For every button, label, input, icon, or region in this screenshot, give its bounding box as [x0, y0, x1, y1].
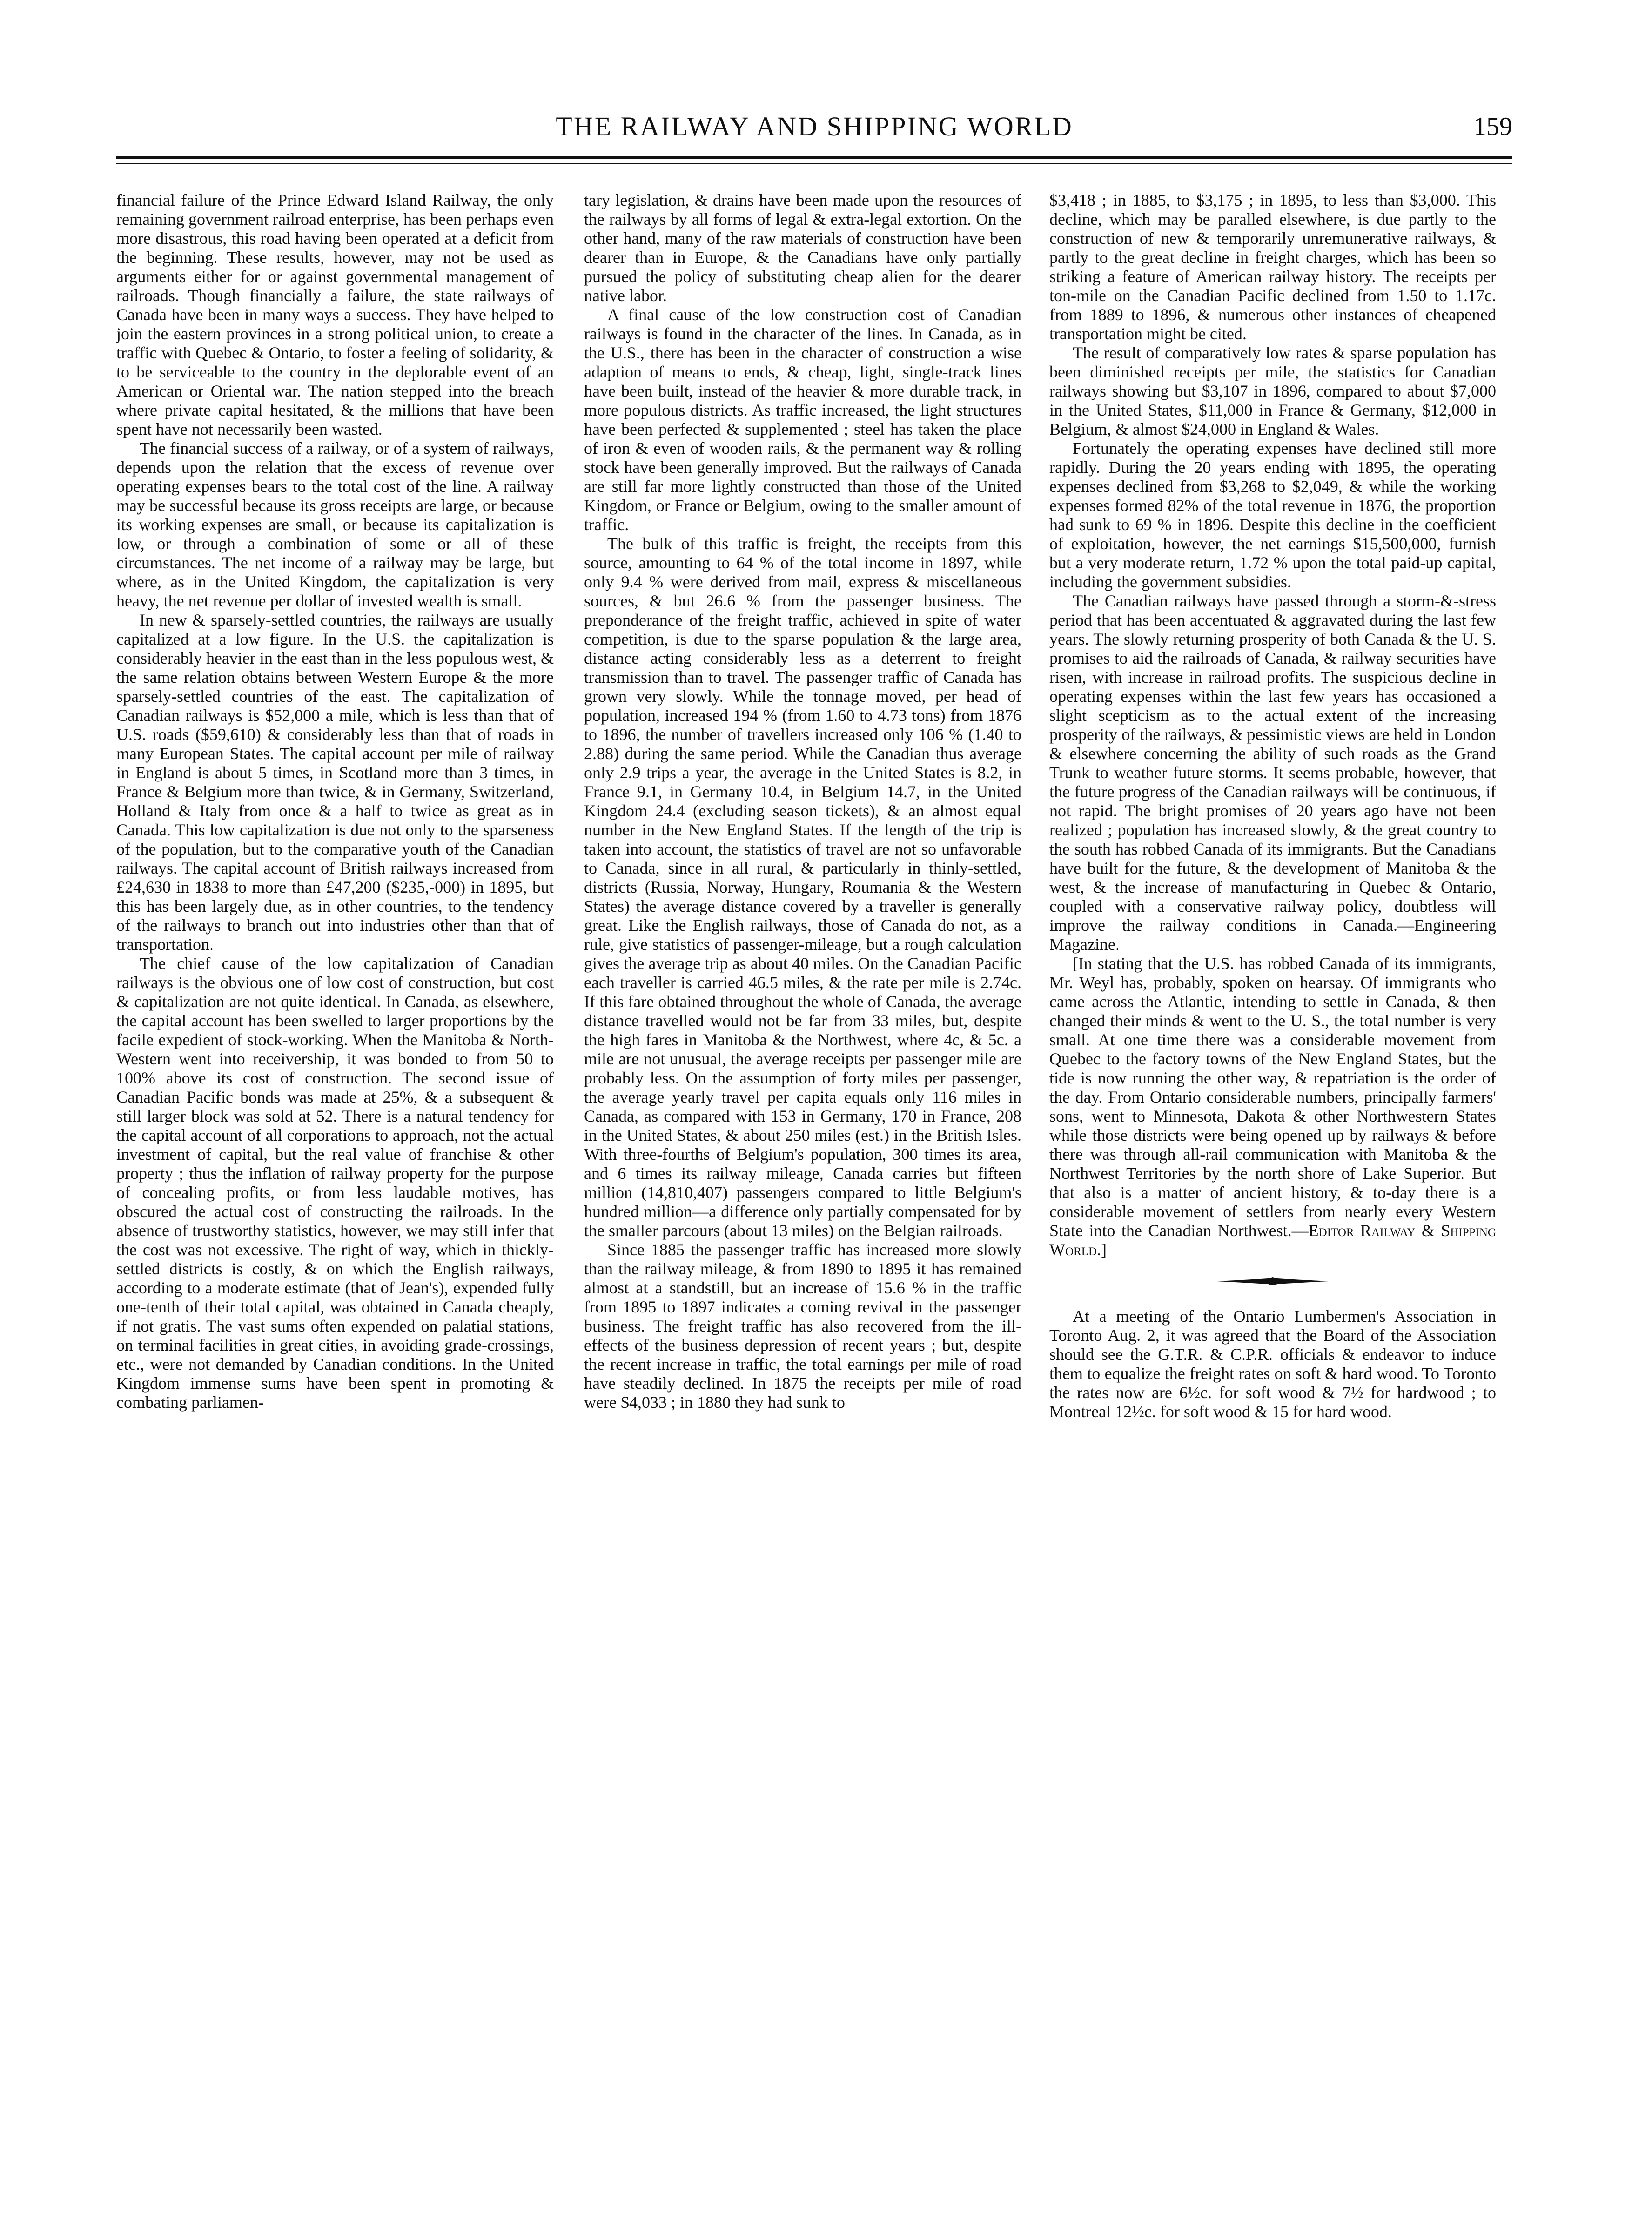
paragraph: Since 1885 the passenger traffic has increased more slowly than the railway mileage, & from 1890 to 1895 it has remained almost at a standstill, but an increase of 15.6 % in the traffic from 1895 to 1897 indicates a coming revival in the passenger business. The freight traffic has also recovered from the ill-effects of the business depression of recent years ; but, despite the recent increase in traffic, the total earnings per mile of road have steadily declined. In 1875 the receipts per mile of road were $4,033 ; in 1880 they had sunk to	[584, 1240, 1021, 1412]
paragraph: The Canadian railways have passed through a storm-&-stress period that has been accentuated & aggravated during the last few years. The slowly returning prosperity of both Canada & the U. S. promises to aid the railroads of Canada, & railway securities have risen, with increase in railroad profits. The suspicious decline in operating expenses within the last few years has occasioned a slight scepticism as to the actual extent of the increasing prosperity of the railways, & pessimistic views are held in London & elsewhere concerning the ability of such roads as the Grand Trunk to weather future storms. It seems probable, however, that the future progress of the Canadian railways will be continuous, if not rapid. The bright promises of 20 years ago have not been realized ; population has increased slowly, & the great country to the south has robbed Canada of its immigrants. But the Canadians have built for the future, & the development of Manitoba & the west, & the increase of manufacturing in Quebec & Ontario, coupled with a conservative railway policy, doubtless will improve the railway conditions in Canada.—Engineering Magazine.	[1049, 592, 1496, 954]
editor-signature: Editor Railway & Shipping World.]	[1049, 1221, 1496, 1259]
paragraph: In new & sparsely-settled countries, the railways are usually capitalized at a low figure. In the U.S. the capitalization is considerably heavier in the east than in the less populous west, & the same relation obtains between Western Europe & the more sparsely-settled countries of the east. The capitalization of Canadian railways is $52,000 a mile, which is less than that of U.S. roads ($59,610) & considerably less than that of roads in many European States. The capital account per mile of railway in England is about 5 times, in Scotland more than 3 times, in France & Belgium more than twice, & in Germany, Switzerland, Holland & Italy from once & a half to twice as great as in Canada. This low capitalization is due not only to the sparseness of the population, but to the comparative youth of the Canadian railways. The capital account of British railways increased from £24,630 in 1838 to more than £47,200 ($235,-000) in 1895, but this has been largely due, as in other countries, to the tendency of the railways to branch out into industries other than that of transportation.	[116, 611, 554, 954]
text-column-3	[1049, 191, 1496, 2197]
header-rule-thick	[116, 156, 1512, 159]
paragraph: tary legislation, & drains have been made upon the resources of the railways by all forms of legal & extra-legal extortion. On the other hand, many of the raw materials of construction have been dearer than in Europe, & the Canadians have only partially pursued the policy of substituting cheap alien for the dearer native labor.	[584, 191, 1021, 305]
paragraph: The chief cause of the low capitalization of Canadian railways is the obvious one of low cost of construction, but cost & capitalization are not quite identical. In Canada, as elsewhere, the capital account has been swelled to larger proportions by the facile expedient of stock-working. When the Manitoba & North-Western went into receivership, it was bonded to from 50 to 100% above its cost of construction. The second issue of Canadian Pacific bonds was made at 25%, & a subsequent & still larger block was sold at 52. There is a natural tendency for the capital account of all corporations to approach, not the actual investment of capital, but the real value of franchise & other property ; thus the inflation of railway property for the purpose of concealing profits, or from less laudable motives, has obscured the actual cost of constructing the railroads. In the absence of trustworthy statistics, however, we may still infer that the cost was not excessive. The right of way, which in thickly-settled districts is costly, & on which the English railways, according to a moderate estimate (that of Jean's), expended fully one-tenth of their total capital, was obtained in Canada cheaply, if not gratis. The vast sums often expended on palatial stations, on terminal facilities in great cities, in avoiding grade-crossings, etc., were not demanded by Canadian conditions. In the United Kingdom immense sums have been spent in promoting & combating parliamen-	[116, 954, 554, 1412]
journal-title: THE RAILWAY AND SHIPPING WORLD	[556, 111, 1073, 141]
paragraph: The financial success of a railway, or of a system of railways, depends upon the relation that the excess of revenue over operating expenses bears to the total cost of the line. A railway may be successful because its gross receipts are large, or because its working expenses are small, or because its capitalization is low, or through a combination of some or all of these circumstances. The net income of a railway may be large, but where, as in the United Kingdom, the capitalization is very heavy, the net revenue per dollar of invested wealth is small.	[116, 439, 554, 610]
paragraph: At a meeting of the Ontario Lumbermen's Association in Toronto Aug. 2, it was agreed that the Board of the Association should see the G.T.R. & C.P.R. officials & endeavor to induce them to equalize the freight rates on soft & hard wood. To Toronto the rates now are 6½c. for soft wood & 7½ for hardwood ; to Montreal 12½c. for soft wood & 15 for hard wood.	[1049, 1307, 1496, 1421]
page-header	[116, 108, 1512, 150]
paragraph: financial failure of the Prince Edward Island Railway, the only remaining government railroad enterprise, has been perhaps even more disastrous, this road having been operated at a deficit from the beginning. These results, however, may not be used as arguments either for or against governmental management of railroads. Though financially a failure, the state railways of Canada have been in many ways a success. They have helped to join the eastern provinces in a strong political union, to create a traffic with Quebec & Ontario, to foster a feeling of solidarity, & to be serviceable to the country in the deplorable event of an American or Oriental war. The nation stepped into the breach where private capital hesitated, & the millions that have been spent have not necessarily been wasted.	[116, 191, 554, 438]
page-number: 159	[1473, 112, 1512, 141]
paragraph: The result of comparatively low rates & sparse population has been diminished receipts per mile, the statistics for Canadian railways showing but $3,107 in 1896, compared to about $7,000 in the United States, $11,000 in France & Germany, $12,000 in Belgium, & almost $24,000 in England & Wales.	[1049, 343, 1496, 438]
paragraph: $3,418 ; in 1885, to $3,175 ; in 1895, to less than $3,000. This decline, which may be paralled elsewhere, is due partly to the construction of new & temporarily unremunerative railways, & partly to the great decline in freight charges, which has been so striking a feature of American railway history. The receipts per ton-mile on the Canadian Pacific declined from 1.50 to 1.17c. from 1889 to 1896, & numerous other instances of cheapened transportation might be cited.	[1049, 191, 1496, 343]
editor-note-text: [In stating that the U.S. has robbed Canada of its immigrants, Mr. Weyl has, probably, spoken on hearsay. Of immigrants who came across the Atlantic, intending to settle in Canada, & then changed their minds & went to the U. S., the total number is very small. At one time there was a considerable movement from Quebec to the factory towns of the New England States, but the tide is now running the other way, & repatriation is the order of the day. From Ontario considerable numbers, principally farmers' sons, went to Minnesota, Dakota & other Northwestern States while those districts were being opened up by railways & before there was through all-rail communication with Manitoba & the Northwest Territories by the north shore of Lake Superior. But that also is a matter of ancient history, & to-day there is a considerable movement of settlers from nearly every Western State into the Canadian Northwest.—	[1049, 954, 1496, 1240]
text-column-2	[584, 191, 1021, 2197]
lumbermen-news-item	[1049, 1307, 1496, 1421]
paragraph: Fortunately the operating expenses have declined still more rapidly. During the 20 years ending with 1895, the operating expenses declined from $3,268 to $2,049, & while the working expenses formed 82% of the total revenue in 1876, the proportion had sunk to 69 % in 1896. Despite this decline in the coefficient of exploitation, however, the net earnings $15,500,000, furnish but a very moderate return, 1.72 % upon the total paid-up capital, including the government subsidies.	[1049, 439, 1496, 591]
paragraph: A final cause of the low construction cost of Canadian railways is found in the character of the lines. In Canada, as in the U.S., there has been in the character of construction a wise adaption of means to ends, & cheap, light, single-track lines have been built, instead of the heavier & more durable track, in more populous districts. As traffic increased, the light structures have been perfected & supplemented ; steel has taken the place of iron & even of wooden rails, & the permanent way & rolling stock have been generally improved. But the railways of Canada are still far more lightly constructed than those of the United Kingdom, or France or Belgium, owing to the smaller amount of traffic.	[584, 305, 1021, 534]
editor-note	[1049, 954, 1496, 1259]
header-rule-thin	[116, 163, 1512, 164]
text-column-1	[116, 191, 554, 2197]
paragraph: The bulk of this traffic is freight, the receipts from this source, amounting to 64 % of the total income in 1897, while only 9.4 % were derived from mail, express & miscellaneous sources, & but 26.6 % from the passenger business. The preponderance of the freight traffic, achieved in spite of water competition, is due to the sparse population & the large area, distance acting considerably less as a deterrent to freight transmission than to travel. The passenger traffic of Canada has grown very slowly. While the tonnage moved, per head of population, increased 194 % (from 1.60 to 4.73 tons) from 1876 to 1896, the number of travellers increased only 106 % (1.40 to 2.88) during the same period. While the Canadian thus average only 2.9 trips a year, the average in the United States is 8.2, in France 9.1, in Germany 10.4, in Belgium 14.7, in the United Kingdom 24.4 (excluding season tickets), & an almost equal number in the New England States. If the length of the trip is taken into account, the statistics of travel are not so unfavorable to Canada, since in all rural, & particularly in thinly-settled, districts (Russia, Norway, Hungary, Roumania & the Western States) the average distance covered by a traveller is generally great. Like the English railways, those of Canada do not, as a rule, give statistics of passenger-mileage, but a rough calculation gives the average trip as about 40 miles. On the Canadian Pacific each traveller is carried 46.5 miles, & the rate per mile is 2.74c. If this fare obtained throughout the whole of Canada, the average distance travelled would not be far from 33 miles, but, despite the high fares in Manitoba & the Northwest, where 4c, & 5c. a mile are not unusual, the average receipts per passenger mile are probably less. On the assumption of forty miles per passenger, the average yearly travel per capita equals only 116 miles in Canada, as compared with 153 in Germany, 170 in France, 208 in the United States, & about 250 miles (est.) in the British Isles. With three-fourths of Belgium's population, 300 times its area, and 6 times its railway mileage, Canada carries but fifteen million (14,810,407) passengers compared to little Belgium's hundred million—a difference only partially compensated for by the smaller parcours (about 13 miles) on the Belgian railroads.	[584, 534, 1021, 1240]
section-divider-ornament	[1217, 1277, 1329, 1285]
